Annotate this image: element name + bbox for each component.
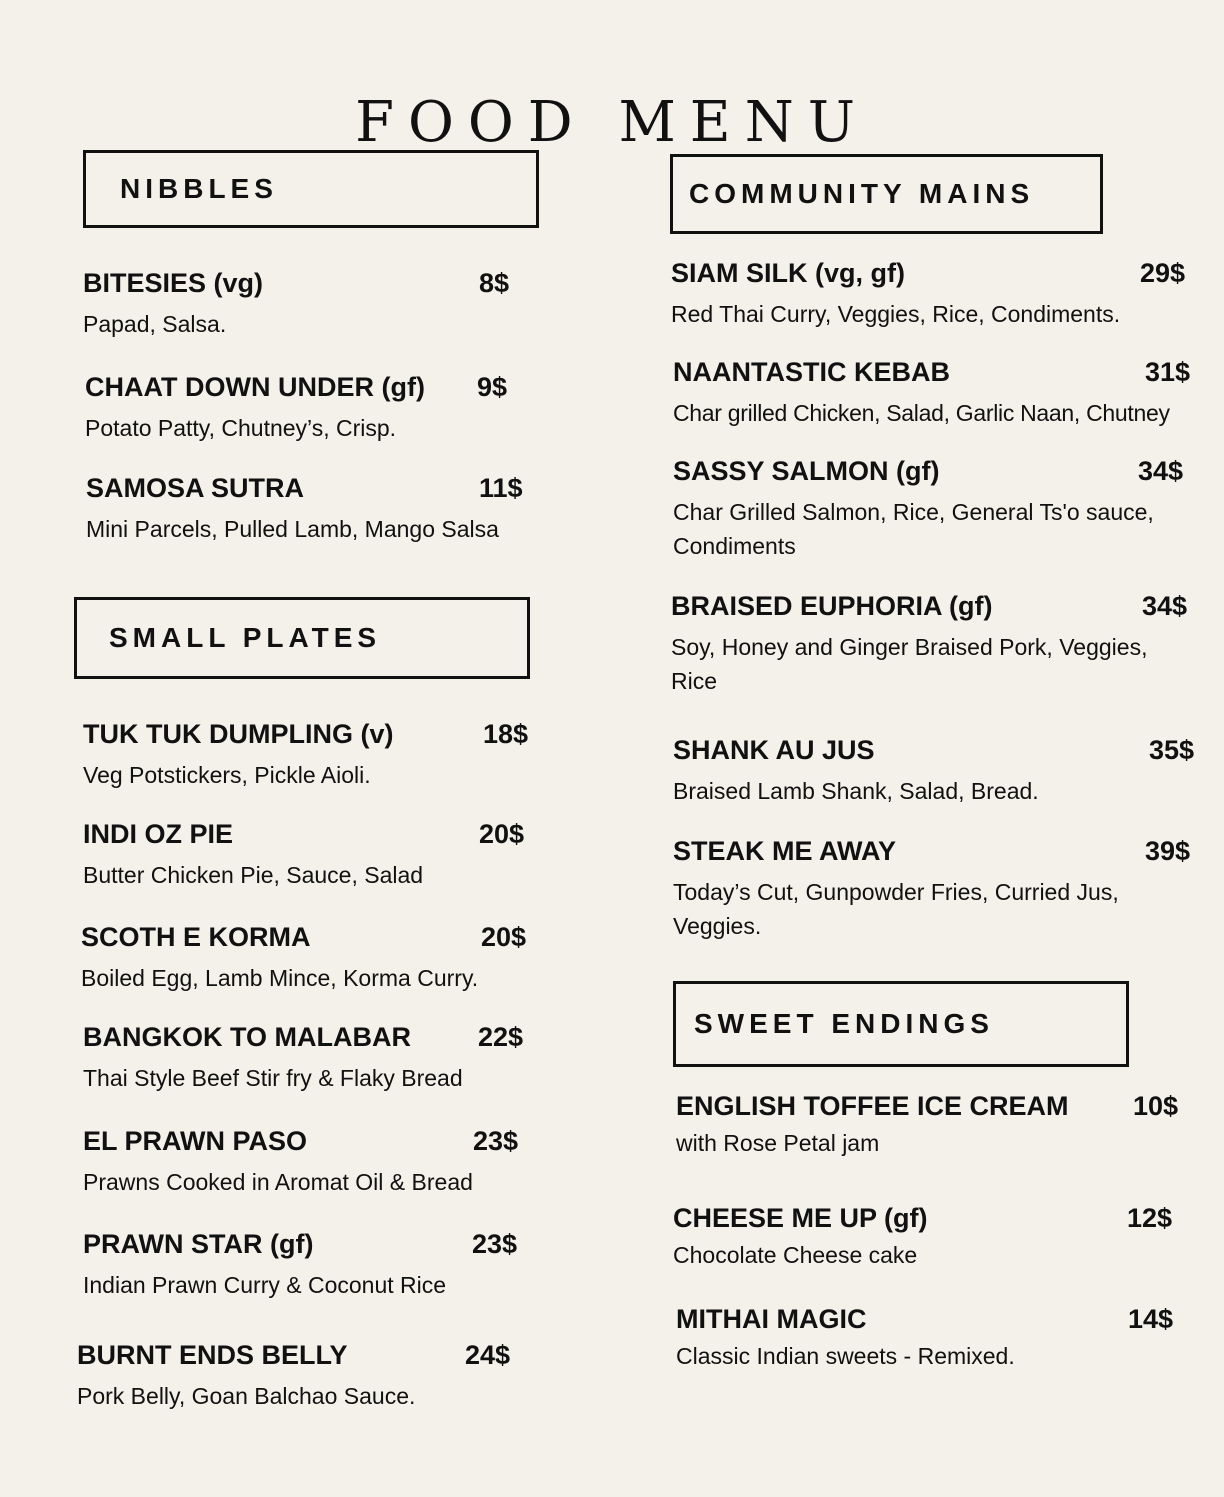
menu-item [676,1090,1196,1170]
item-price: 9$ [477,372,508,402]
item-name: ENGLISH TOFFEE ICE CREAM [676,1091,1069,1121]
section-heading-label: SMALL PLATES [109,622,382,653]
item-name: SIAM SILK (vg, gf) [671,258,905,288]
menu-item [83,1125,543,1205]
item-description: with Rose Petal jam [676,1130,880,1156]
menu-item [673,835,1191,945]
section-heading-community-mains [670,154,1103,234]
item-name: CHEESE ME UP (gf) [673,1203,928,1233]
item-price: 34$ [1142,591,1188,621]
item-description: Veg Potstickers, Pickle Aioli. [83,762,371,788]
item-price: 11$ [479,473,523,503]
item-price: 18$ [483,719,529,749]
item-description: Papad, Salsa. [83,311,227,337]
menu-item [86,472,546,552]
menu-item [85,371,525,451]
section-heading-sweet-endings [673,981,1129,1067]
section-heading-nibbles [83,150,539,228]
menu-item [83,1021,543,1101]
item-description: Classic Indian sweets - Remixed. [676,1343,1015,1369]
menu-title: FOOD MENU [355,89,869,155]
item-name: INDI OZ PIE [83,819,234,849]
item-price: 14$ [1128,1304,1174,1334]
item-description: Soy, Honey and Ginger Braised Pork, Veggies, Rice [671,634,1148,694]
item-description: Red Thai Curry, Veggies, Rice, Condiments. [671,301,1121,327]
menu-item [77,1339,537,1419]
item-description: Prawns Cooked in Aromat Oil & Bread [83,1169,473,1195]
menu-item [673,734,1203,814]
section-heading-label: SWEET ENDINGS [694,1008,994,1039]
item-price: 29$ [1140,258,1186,288]
item-description: Braised Lamb Shank, Salad, Bread. [673,778,1039,804]
item-name: MITHAI MAGIC [676,1304,867,1334]
item-description: Chocolate Cheese cake [673,1242,918,1268]
item-name: PRAWN STAR (gf) [83,1229,314,1259]
item-name: SCOTH E KORMA [81,922,311,952]
menu-item [83,818,543,898]
item-price: 20$ [481,922,527,952]
menu-item [83,267,523,347]
menu-item [83,1228,543,1308]
item-description: Potato Patty, Chutney’s, Crisp. [85,415,397,441]
item-price: 35$ [1149,735,1195,765]
item-description: Char Grilled Salmon, Rice, General Ts'o sauce, Condiments [673,499,1154,559]
item-description: Boiled Egg, Lamb Mince, Korma Curry. [81,965,479,991]
item-price: 10$ [1133,1091,1179,1121]
item-name: BRAISED EUPHORIA (gf) [671,591,993,621]
item-description: Mini Parcels, Pulled Lamb, Mango Salsa [86,516,499,542]
item-description: Butter Chicken Pie, Sauce, Salad [83,862,424,888]
item-name: BANGKOK TO MALABAR [83,1022,411,1052]
item-name: EL PRAWN PASO [83,1126,308,1156]
item-price: 24$ [465,1340,511,1370]
menu-item [671,590,1188,700]
item-description: Thai Style Beef Stir fry & Flaky Bread [83,1065,463,1091]
menu-item [673,1202,1193,1282]
item-name: BITESIES (vg) [83,268,264,298]
menu-item [676,1303,1196,1383]
item-name: SHANK AU JUS [673,735,875,765]
menu-item [673,455,1183,565]
item-name: SAMOSA SUTRA [86,473,305,503]
item-name: BURNT ENDS BELLY [77,1340,348,1370]
item-price: 12$ [1127,1203,1173,1233]
item-description: Indian Prawn Curry & Coconut Rice [83,1272,447,1298]
item-price: 22$ [478,1022,524,1052]
menu-item [673,356,1218,436]
item-price: 34$ [1138,456,1184,486]
item-description: Today’s Cut, Gunpowder Fries, Curried Jus, Veggies. [673,879,1119,939]
item-name: STEAK ME AWAY [673,836,897,866]
menu-item [83,718,543,798]
menu-item [671,257,1211,337]
item-name: TUK TUK DUMPLING (v) [83,719,394,749]
item-name: SASSY SALMON (gf) [673,456,940,486]
item-description: Pork Belly, Goan Balchao Sauce. [77,1383,416,1409]
item-price: 23$ [473,1126,519,1156]
item-name: NAANTASTIC KEBAB [673,357,950,387]
section-heading-small-plates [74,597,530,679]
item-price: 39$ [1145,836,1191,866]
section-heading-label: NIBBLES [120,173,278,204]
section-heading-label: COMMUNITY MAINS [689,178,1035,209]
item-price: 31$ [1145,357,1191,387]
item-price: 23$ [472,1229,518,1259]
item-name: CHAAT DOWN UNDER (gf) [85,372,425,402]
menu-item [81,921,541,1001]
item-price: 8$ [479,268,510,298]
item-price: 20$ [479,819,525,849]
item-description: Char grilled Chicken, Salad, Garlic Naan, Chutney [673,400,1170,426]
